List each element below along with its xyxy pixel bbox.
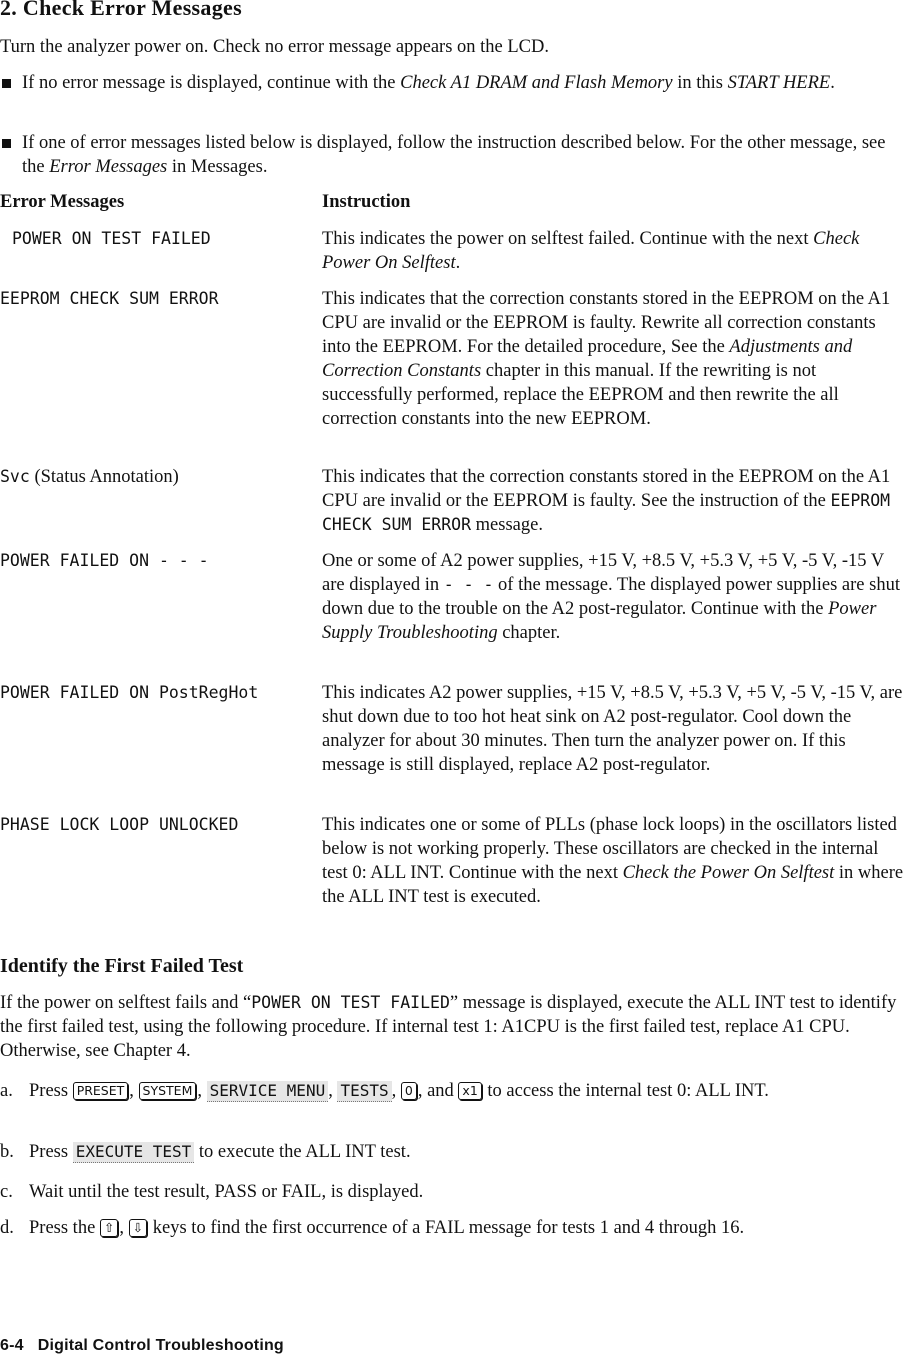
bullet-text: .: [830, 73, 835, 93]
page-footer: [0, 1334, 284, 1358]
zero-key[interactable]: 0: [401, 1082, 417, 1100]
identify-paragraph: If the power on selftest fails and “POWER ON TEST FAILED” message is displayed, execute the ALL INT test to identify the first failed test, using the following procedure. If internal test 1: A1CPU is the first failed test, replace A1 CPU. Otherwise, see Chapter 4.: [0, 993, 897, 1061]
page-number: 6-4: [0, 1337, 24, 1354]
error-term: POWER ON TEST FAILED: [12, 229, 211, 248]
link-check-a1-dram: Check A1 DRAM and Flash Memory: [400, 73, 673, 93]
execute-test-softkey[interactable]: EXECUTE TEST: [73, 1142, 195, 1163]
link-check-the-power-on-selftest: Check the Power On Selftest: [622, 863, 835, 883]
col-header-instruction: Instruction: [322, 192, 411, 212]
bullet-error-listed: [0, 131, 905, 179]
step-label: a.: [0, 1081, 13, 1101]
subsection-title: Identify the First Failed Test: [0, 955, 244, 977]
error-term: Svc (Status Annotation): [0, 467, 179, 487]
error-instruction: This indicates that the correction constants stored in the EEPROM on the A1 CPU are invalid or the EEPROM is faulty. See the instruction of the EEPROM CHECK SUM ERROR message.: [322, 467, 891, 535]
error-term: EEPROM CHECK SUM ERROR: [0, 289, 219, 308]
link-adjustments-chapter: Adjustments and Correction Constants: [322, 337, 853, 381]
step-b: b. Press EXECUTE TEST to execute the ALL INT test.: [0, 1142, 411, 1162]
system-key[interactable]: SYSTEM: [139, 1082, 197, 1100]
bullet-text: in Messages.: [167, 157, 268, 177]
error-term: POWER FAILED ON - - -: [0, 551, 209, 570]
error-term: POWER FAILED ON PostRegHot: [0, 683, 259, 702]
bullet-text: If no error message is displayed, continue with the: [22, 73, 401, 93]
step-c: c. Wait until the test result, PASS or FAIL, is displayed.: [0, 1182, 424, 1202]
step-d: d. Press the ⇧ , ⇩ keys to find the first occurrence of a FAIL message for tests 1 and 4 through 16.: [0, 1218, 745, 1238]
down-arrow-key-icon[interactable]: ⇩: [129, 1219, 147, 1237]
error-instruction: This indicates the power on selftest failed. Continue with the next Check Power On Selftest.: [322, 229, 860, 273]
link-start-here: START HERE: [727, 73, 831, 93]
error-instruction: This indicates one or some of PLLs (phase lock loops) in the oscillators listed below is not working properly. These oscillators are checked in the internal test 0: ALL INT. Continue with the next Check the Power On Selftest in where the ALL INT test is executed.: [322, 815, 904, 907]
error-term: PHASE LOCK LOOP UNLOCKED: [0, 815, 239, 834]
step-label: c.: [0, 1182, 13, 1202]
x1-key[interactable]: x1: [458, 1082, 481, 1100]
error-instruction: This indicates A2 power supplies, +15 V, +8.5 V, +5.3 V, +5 V, -5 V, -15 V, are shut down due to too hot heat sink on A2 post-regulator. Cool down the analyzer for about 30 minutes. Then turn the analyzer power on. If this message is still displayed, replace A2 post-regulator.: [322, 683, 903, 775]
error-instruction: This indicates that the correction constants stored in the EEPROM on the A1 CPU are invalid or the EEPROM is faulty. Rewrite all correction constants into the EEPROM. For the detailed procedure, See the Adjustments and Correction Constants chapter in this manual. If the rewriting is not successfully performed, replace the EEPROM and then rewrite the all correction constants into the new EEPROM.: [322, 289, 891, 429]
tests-softkey[interactable]: TESTS: [337, 1081, 391, 1102]
link-error-messages: Error Messages: [49, 157, 168, 177]
section-title: 2. Check Error Messages: [0, 0, 242, 20]
step-a: a. Press PRESET , SYSTEM , SERVICE MENU , TESTS , 0 , and x1 to access the internal test 0: ALL INT.: [0, 1081, 769, 1101]
bullet-text: If one of error messages listed below is displayed, follow the instruction described below. For the other message, see the: [22, 133, 886, 177]
bullet-square-icon: [2, 139, 11, 148]
step-label: b.: [0, 1142, 14, 1162]
bullet-square-icon: [2, 79, 11, 88]
up-arrow-key-icon[interactable]: ⇧: [100, 1219, 118, 1237]
intro-paragraph: Turn the analyzer power on. Check no error message appears on the LCD.: [0, 37, 550, 57]
col-header-error-messages: Error Messages: [0, 192, 125, 212]
bullet-text: in this: [672, 73, 728, 93]
bullet-no-error: [0, 71, 905, 95]
preset-key[interactable]: PRESET: [73, 1082, 129, 1100]
error-instruction: One or some of A2 power supplies, +15 V, +8.5 V, +5.3 V, +5 V, -5 V, -15 V are displayed in - - - of the message. The displayed power supplies are shut down due to the trouble on the A2 post-regulator. Continue with the Power Supply Troubleshooting chapter.: [322, 551, 900, 643]
chapter-title: Digital Control Troubleshooting: [37, 1337, 284, 1354]
step-label: d.: [0, 1218, 14, 1238]
link-check-power-on-selftest: Check Power On Selftest: [322, 229, 860, 273]
service-menu-softkey[interactable]: SERVICE MENU: [207, 1081, 329, 1102]
link-power-supply-troubleshooting: Power Supply Troubleshooting: [322, 599, 877, 643]
